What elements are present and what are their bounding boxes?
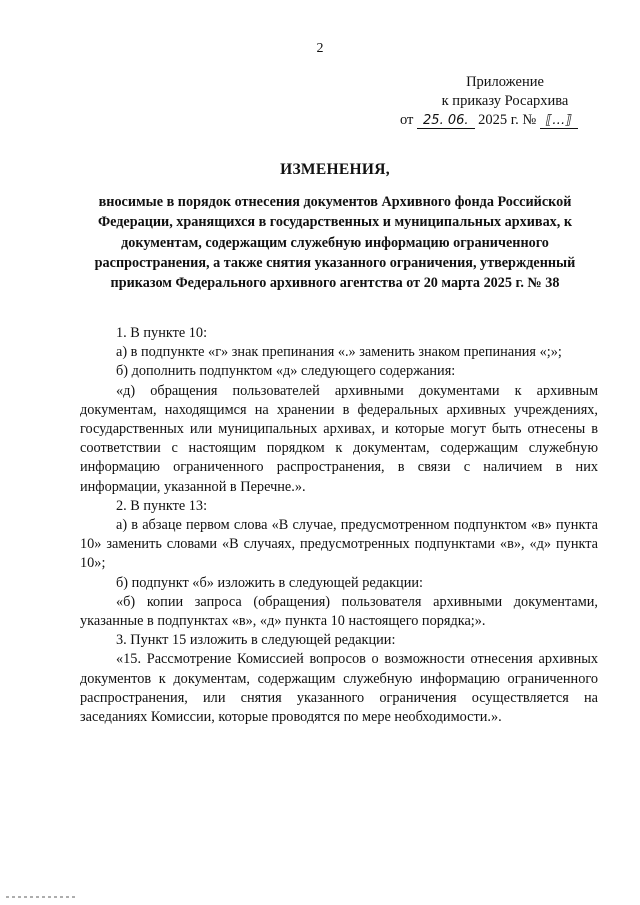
- paragraph: а) в абзаце первом слова «В случае, предусмотренном подпунктом «в» пункта 10» заменить словами «В случаях, предусмотренных подпунктами «в», «д» пункта 10»;: [80, 517, 598, 572]
- paragraph: а) в подпункте «г» знак препинания «.» заменить знаком препинания «;»;: [116, 344, 562, 361]
- appendix-header: [400, 73, 610, 130]
- date-prefix: от: [400, 112, 414, 128]
- paragraph: б) дополнить подпунктом «д» следующего содержания:: [116, 363, 456, 380]
- document-body: [80, 324, 598, 727]
- paragraph: б) подпункт «б» изложить в следующей редакции:: [116, 574, 423, 591]
- paragraph: 2. В пункте 13:: [116, 497, 208, 514]
- document-subtitle: вносимые в порядок отнесения документов Архивного фонда Российской Федерации, хранящихся в государственных и муниципальных архивах, к документам, содержащим служебную информацию ограниченного распространения, а также снятия указанного ограничения, утвержденный приказом Федерального архивного агентства от 20 марта 2025 г. № 38: [94, 194, 576, 292]
- document-title: ИЗМЕНЕНИЯ,: [280, 161, 390, 178]
- paragraph: 1. В пункте 10:: [116, 325, 208, 341]
- paragraph: «б) копии запроса (обращения) пользователя архивными документами, указанные в подпунктах «в», «д» пункта 10 настоящего порядка;».: [80, 593, 598, 630]
- appendix-date-line: [400, 111, 610, 130]
- handwritten-number: ⟦…⟧: [540, 113, 578, 129]
- paragraph: «15. Рассмотрение Комиссией вопросов о возможности отнесения архивных документов к документам, содержащим служебную информацию ограниченного распространения, или снятия указанного ограничения осуществляется на заседаниях Комиссии, которые проводятся по мере необходимости.».: [80, 651, 598, 726]
- paragraph: «д) обращения пользователей архивными документами к архивным документам, находящимся на хранении в федеральных архивных учреждениях, государственных или муниципальных архивах, и которые могут быть отнесены в соответствии с настоящим порядком к документам, содержащим служебную информацию ограниченного распространения, в связи с наличием в них информации, указанной в Перечне.».: [80, 382, 598, 495]
- paragraph: 3. Пункт 15 изложить в следующей редакции:: [116, 632, 396, 649]
- appendix-label: Приложение: [466, 74, 544, 90]
- appendix-order-ref: к приказу Росархива: [441, 93, 569, 109]
- scan-edge-mark: [6, 896, 76, 898]
- date-year: 2025 г. №: [478, 112, 537, 128]
- page-number: 2: [316, 41, 324, 56]
- handwritten-date: 25. 06.: [417, 113, 474, 129]
